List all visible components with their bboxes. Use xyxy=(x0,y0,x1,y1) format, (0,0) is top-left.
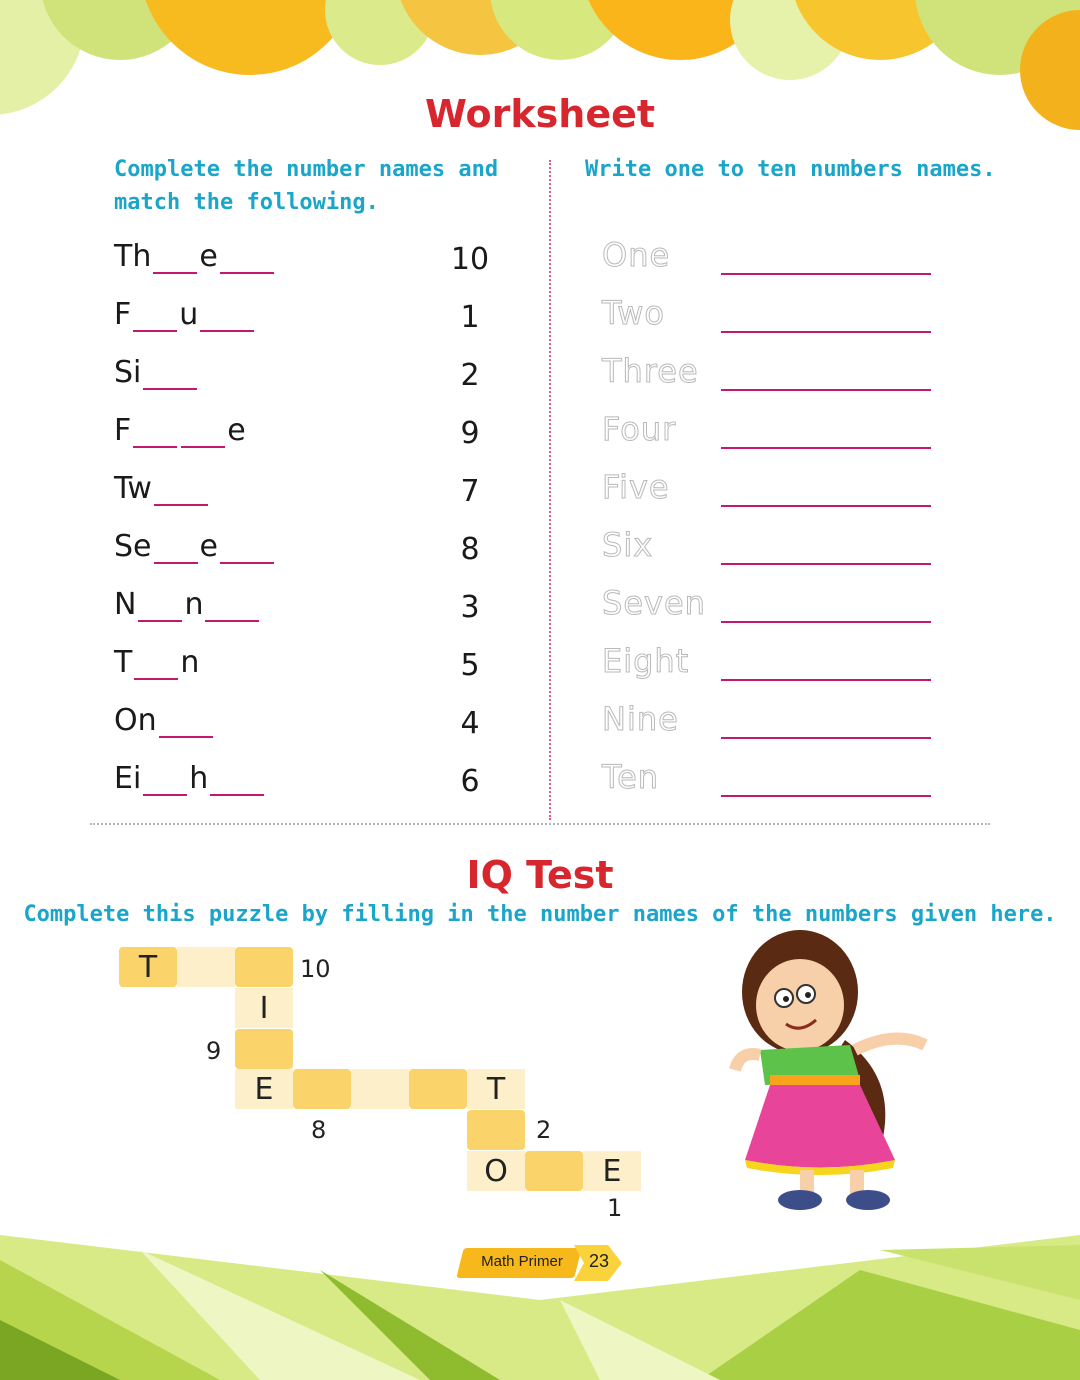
match-instruction: Complete the number names and match the following. xyxy=(114,157,499,215)
clue-number: 1 xyxy=(607,1194,623,1222)
letter-blank[interactable] xyxy=(154,528,198,564)
clue-number: 2 xyxy=(536,1116,552,1144)
fill-row-ten: T n xyxy=(114,645,200,680)
trace-word: Six xyxy=(602,526,654,564)
column-divider xyxy=(549,160,551,820)
puzzle-cell[interactable] xyxy=(409,1069,467,1109)
trace-word: One xyxy=(602,236,671,274)
write-line[interactable] xyxy=(721,563,931,565)
write-instruction: Write one to ten numbers names. xyxy=(585,157,996,182)
puzzle-cell[interactable] xyxy=(525,1151,583,1191)
match-number[interactable]: 2 xyxy=(460,358,480,393)
letter-blank[interactable] xyxy=(138,586,182,622)
puzzle-cell[interactable]: T xyxy=(467,1069,525,1109)
trace-word: Five xyxy=(602,468,670,506)
letter-blank[interactable] xyxy=(205,586,259,622)
letter-blank[interactable] xyxy=(153,238,197,274)
clue-number: 9 xyxy=(206,1037,222,1065)
fill-row-three: Th e xyxy=(114,238,276,286)
puzzle-cell[interactable] xyxy=(235,1029,293,1069)
fill-row-eight: Ei h xyxy=(114,760,266,808)
match-number[interactable]: 6 xyxy=(460,764,480,799)
letter-blank[interactable] xyxy=(210,760,264,796)
puzzle-instruction: Complete this puzzle by filling in the number names of the numbers given here. xyxy=(23,902,1057,927)
puzzle-cell[interactable] xyxy=(293,1069,351,1109)
trace-word: Nine xyxy=(602,700,679,738)
puzzle-cell[interactable]: E xyxy=(583,1151,641,1191)
fill-row-six: Si xyxy=(114,354,199,402)
letter-blank[interactable] xyxy=(143,760,187,796)
trace-word: Ten xyxy=(602,758,660,796)
match-number[interactable]: 1 xyxy=(460,300,480,335)
write-line[interactable] xyxy=(721,621,931,623)
write-line[interactable] xyxy=(721,505,931,507)
match-number[interactable]: 8 xyxy=(460,532,480,567)
fill-row-five: F e xyxy=(114,413,246,448)
write-line[interactable] xyxy=(721,389,931,391)
write-line[interactable] xyxy=(721,331,931,333)
puzzle-cell[interactable]: I xyxy=(235,988,293,1028)
clue-number: 10 xyxy=(300,955,331,983)
write-line[interactable] xyxy=(721,679,931,681)
letter-blank[interactable] xyxy=(133,412,177,448)
fill-row-seven: Se e xyxy=(114,528,276,576)
letter-blank[interactable] xyxy=(200,296,254,332)
iq-test-title: IQ Test xyxy=(466,853,614,897)
book-title: Math Primer xyxy=(481,1253,563,1270)
match-number[interactable]: 7 xyxy=(460,474,480,509)
clue-number: 8 xyxy=(311,1116,327,1144)
trace-word: Seven xyxy=(602,584,706,622)
letter-blank[interactable] xyxy=(134,644,178,680)
trace-word: Two xyxy=(602,294,665,332)
page-number: 23 xyxy=(588,1251,610,1271)
letter-blank[interactable] xyxy=(159,702,213,738)
puzzle-cell[interactable]: E xyxy=(235,1069,293,1109)
match-number[interactable]: 10 xyxy=(450,242,490,277)
fill-row-one: On xyxy=(114,702,215,750)
worksheet-title: Worksheet xyxy=(424,92,656,136)
letter-blank[interactable] xyxy=(154,470,208,506)
write-line[interactable] xyxy=(721,737,931,739)
trace-word: Three xyxy=(602,352,699,390)
puzzle-cell[interactable] xyxy=(235,947,293,987)
fill-row-nine: N n xyxy=(114,586,261,634)
girl-illustration xyxy=(735,930,925,1210)
trace-word: Eight xyxy=(602,642,690,680)
write-line[interactable] xyxy=(721,273,931,275)
match-number[interactable]: 3 xyxy=(460,590,480,625)
letter-blank[interactable] xyxy=(181,412,225,448)
fill-row-two: Tw xyxy=(114,470,210,518)
puzzle-cell[interactable]: O xyxy=(467,1151,525,1191)
fill-row-four: F u xyxy=(114,296,256,344)
letter-blank[interactable] xyxy=(220,238,274,274)
puzzle-cell[interactable] xyxy=(351,1069,409,1109)
puzzle-cell[interactable] xyxy=(467,1110,525,1150)
trace-word: Four xyxy=(602,410,677,448)
letter-blank[interactable] xyxy=(143,354,197,390)
match-number[interactable]: 9 xyxy=(460,416,480,451)
section-divider xyxy=(90,823,990,825)
puzzle-cell[interactable] xyxy=(177,947,235,987)
match-number[interactable]: 4 xyxy=(460,706,480,741)
letter-blank[interactable] xyxy=(220,528,274,564)
letter-blank[interactable] xyxy=(133,296,177,332)
match-number[interactable]: 5 xyxy=(460,648,480,683)
puzzle-cell[interactable]: T xyxy=(119,947,177,987)
write-line[interactable] xyxy=(721,447,931,449)
write-line[interactable] xyxy=(721,795,931,797)
